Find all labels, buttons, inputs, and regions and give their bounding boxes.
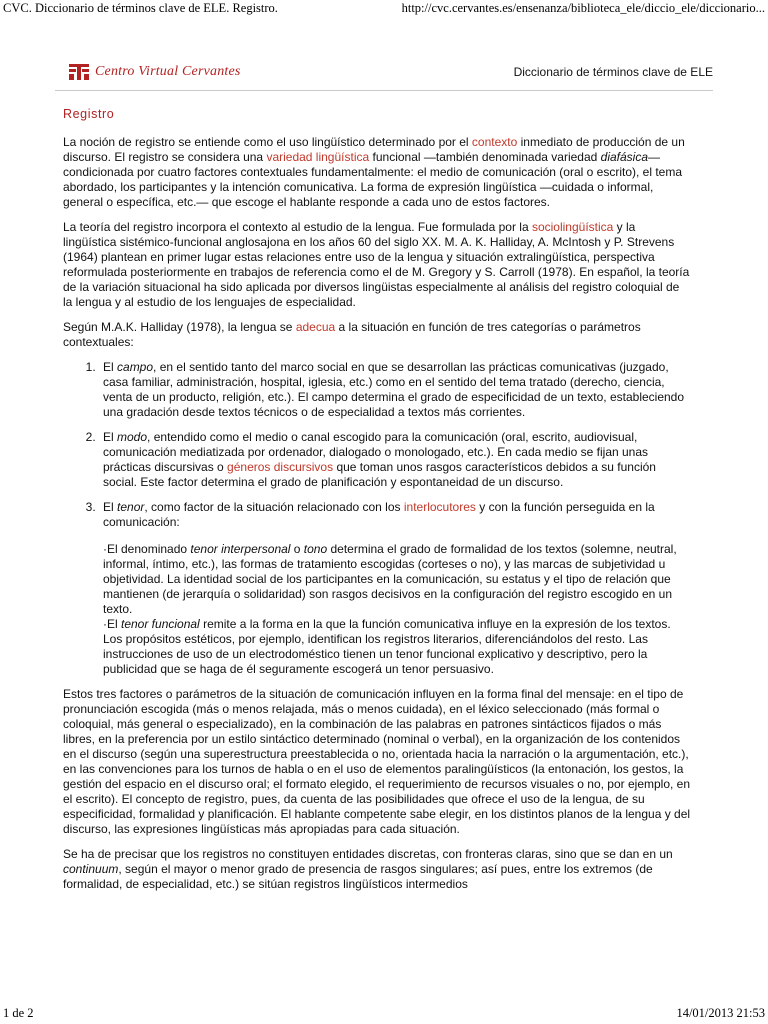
text: inmediato de producción de un discurso. El registro se considera una (63, 135, 685, 164)
link-interlocutores[interactable]: interlocutores (403, 500, 476, 514)
term-tenor: tenor (117, 500, 145, 514)
tenor-subitems (103, 542, 691, 677)
text: y la lingüística sistémico-funcional anglosajona en los años 60 del siglo XX. M. A. K. Halliday, A. McIntosh y P. Strevens (1964) plantean en primer lugar estas relaciones entre uso de la lengua y situación extralingüística, perspectiva reformulada posteriormente en trabajos de referencia como el de M. Gregory y S. Carroll (1978). En español, la teoría de la variación situacional ha sido aplicada por diversos lingüistas especialmente al análisis del registro coloquial de la lengua y al estudio de los lenguajes de especialidad. (63, 220, 690, 309)
text: , en el sentido tanto del marco social en que se desarrollan las prácticas comunicativas (juzgado, casa familiar, administración, hospital, iglesia, etc.) como en el sentido del tema tratado (derecho, ciencia, venta de un producto, religión, etc.). El campo determina el grado de especificidad de un texto, estableciendo una gradación desde textos técnicos o de especialidad a textos más corrientes. (103, 360, 685, 419)
text: remite a la forma en la que la función comunicativa influye en la expresión de los textos. Los propósitos estéticos, por ejemplo, identifican los registros literarios, diferenciándolos del resto. Las instrucciones de uso de un electrodoméstico tienen un tenor funcional explicativo y descriptivo, pero la publicidad que se haga de él seguramente escogerá un tenor persuasivo. (103, 617, 671, 676)
list-item-campo (99, 360, 691, 420)
text: El (103, 360, 118, 374)
text: El (103, 500, 118, 514)
term-continuum: continuum (63, 862, 119, 876)
cvc-logo[interactable] (69, 64, 241, 80)
cervantes-logo-icon (69, 64, 89, 80)
link-sociolinguistica[interactable]: sociolingüística (531, 220, 614, 234)
term-tenor-interpersonal: tenor interpersonal (190, 542, 291, 556)
text: que toman unos rasgos característicos debidos a su función social. Este factor determina el grado de planificación y espontaneidad de un discurso. (103, 460, 656, 489)
term-diafasica: diafásica (600, 150, 649, 164)
paragraph-halliday (63, 320, 691, 350)
paragraph-factors-influence: Estos tres factores o parámetros de la situación de comunicación influyen en la forma final del mensaje: en el tipo de pronunciación escogida (más o menos relajada, más o menos cuidada), en el léxico seleccionado (más formal o coloquial, más general o especializado), en la combinación de las palabras en patrones sintácticos fijados o más libres, en la preferencia por un estilo sintáctico determinado (nominal o verbal), en la organización de los contenidos en el discurso (según una superestructura preestablecida o no, orientada hacia la narración o la argumentación, etc.), en las convenciones para los turnos de habla o en el uso de elementos paralingüísticos (la entonación, los gestos, la gestión del espacio en el discurso oral; el formato elegido, el requerimiento de recursos visuales o no, por ejemplo, en el escrito). El concepto de registro, pues, da cuenta de las posibilidades que ofrece el uso de la lengua, de su especificidad, formalidad y planificación. El hablante competente sabe elegir, en los distintos planos de la lengua y del discurso, las expresiones lingüísticas más apropiadas para cada situación. (63, 687, 691, 836)
link-adecua[interactable]: adecua (295, 320, 336, 334)
text: ·El (103, 617, 121, 631)
dictionary-title: Diccionario de términos clave de ELE (513, 65, 713, 79)
text: Según M.A.K. Halliday (1978), la lengua se (63, 320, 296, 334)
term-modo: modo (117, 430, 148, 444)
text: , entendido como el medio o canal escogido para la comunicación (oral, escrito, audiovisual, comunicación mediatizada por ordenador, dialogado o monologado, etc.). En cada medio se fijan unas prácticas discursivas o (103, 430, 649, 474)
paragraph-theory (63, 220, 691, 310)
term-tono: tono (303, 542, 328, 556)
list-item-tenor (99, 500, 691, 677)
list-item-modo (99, 430, 691, 490)
subitem-tenor-funcional (103, 617, 691, 677)
print-datetime: 14/01/2013 21:53 (676, 1006, 765, 1020)
text: , como factor de la situación relacionado con los (144, 500, 404, 514)
site-header (55, 58, 713, 91)
term-campo: campo (117, 360, 154, 374)
term-tenor-funcional: tenor funcional (121, 617, 200, 631)
text: y con la función perseguida en la comunicación: (103, 500, 655, 529)
link-variedad-linguistica[interactable]: variedad lingüística (266, 150, 370, 164)
entry-content (63, 107, 691, 902)
text: ·El denominado (103, 542, 191, 556)
text: o (290, 542, 304, 556)
print-page-title: CVC. Diccionario de términos clave de ELE. Registro. (3, 1, 278, 15)
text: a la situación en función de tres categorías o parámetros contextuales: (63, 320, 641, 349)
text: — condicionada por cuatro factores contextuales fundamentalmente: el medio de comunicación (oral o escrito), el tema abordado, los participantes y la intención comunicativa. La forma de expresión lingüística —cuidada o informal, general o específica, etc.— que escoge el hablante responde a cada uno de estos factores. (63, 150, 683, 209)
page-counter: 1 de 2 (3, 1006, 34, 1020)
paragraph-definition (63, 135, 691, 210)
text: determina el grado de formalidad de los textos (solemne, neutral, informal, íntimo, etc.), las formas de tratamiento escogidas (corteses o no), y las marcas de subjetividad u objetividad. La identidad social de los participantes en la comunicación, su estatus y el tipo de relación que mantienen (de jerarquía o solidaridad) son rasgos decisivos en la configuración del registro escogido en un texto. (103, 542, 677, 616)
text: , según el mayor o menor grado de presencia de rasgos singulares; así pues, entre los extremos (de formalidad, de especialidad, etc.) se sitúan registros lingüísticos intermedios (63, 862, 653, 891)
text: La teoría del registro incorpora el contexto al estudio de la lengua. Fue formulada por la (63, 220, 532, 234)
print-url: http://cvc.cervantes.es/ensenanza/biblioteca_ele/diccio_ele/diccionario... (401, 1, 765, 15)
subitem-tenor-interpersonal (103, 542, 691, 617)
logo-text: Centro Virtual Cervantes (95, 64, 241, 79)
factors-list (63, 360, 691, 677)
text: El (103, 430, 118, 444)
text: Se ha de precisar que los registros no constituyen entidades discretas, con fronteras claras, sino que se dan en un (63, 847, 673, 861)
text: funcional —también denominada variedad (369, 150, 601, 164)
link-contexto[interactable]: contexto (471, 135, 518, 149)
entry-title: Registro (63, 107, 115, 121)
text: La noción de registro se entiende como el uso lingüístico determinado por el (63, 135, 472, 149)
paragraph-continuum (63, 847, 691, 892)
link-generos-discursivos[interactable]: géneros discursivos (227, 460, 334, 474)
